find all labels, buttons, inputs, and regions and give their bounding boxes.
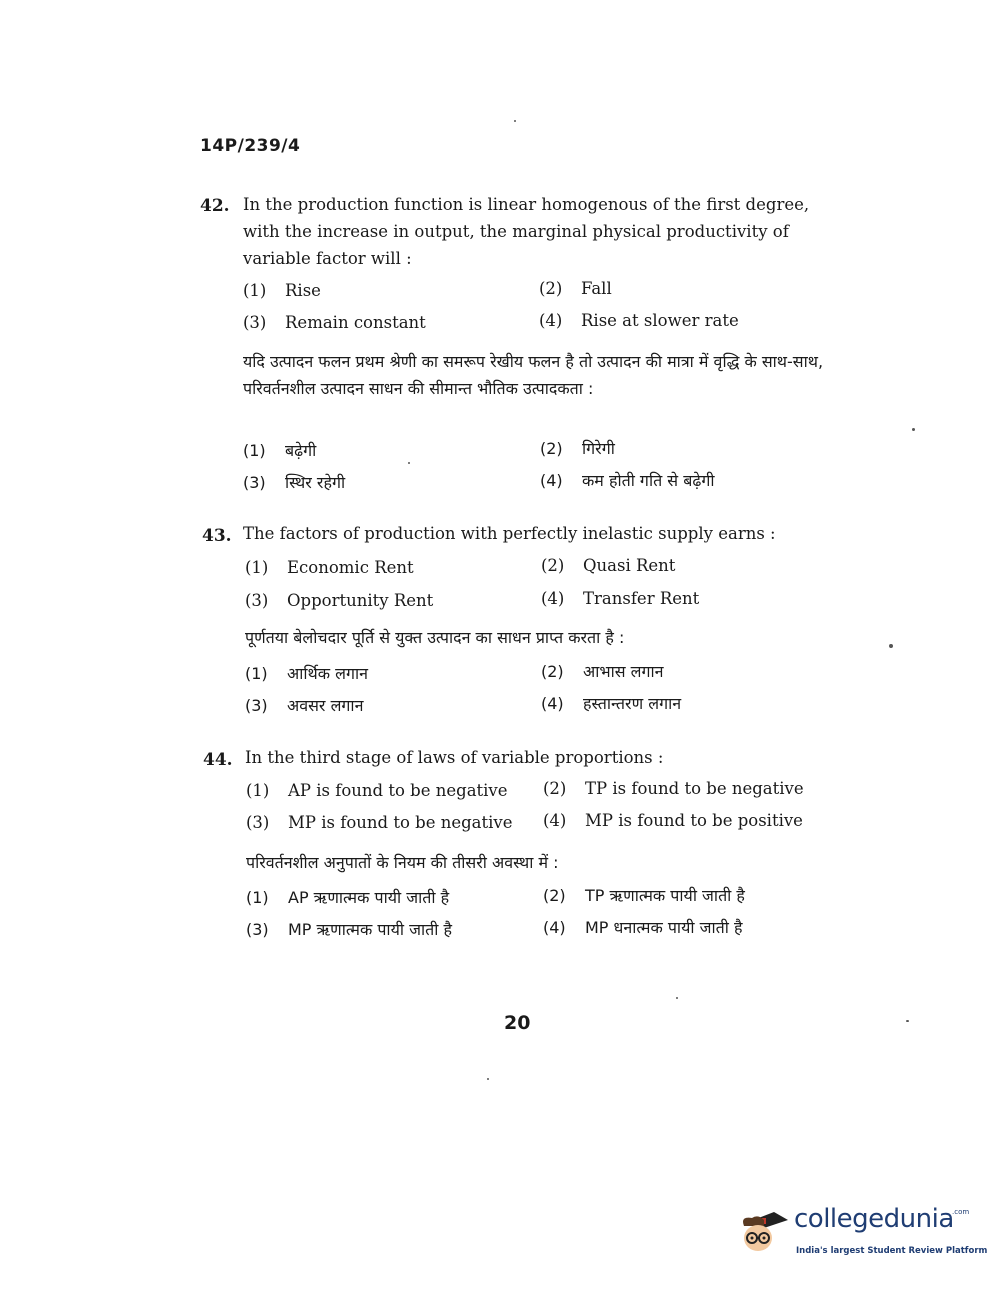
option: [243, 313, 426, 332]
question-text-hi: परिवर्तनशील अनुपातों के नियम की तीसरी अवस्था में :: [246, 853, 559, 872]
option-number: (2): [541, 662, 564, 681]
option-text: Economic Rent: [287, 558, 414, 577]
option: [245, 558, 414, 577]
option-text: Opportunity Rent: [287, 591, 434, 610]
scan-speck: [408, 462, 410, 464]
option-number: (1): [246, 781, 270, 800]
option-number: (4): [541, 589, 565, 608]
question-number: 43.: [202, 526, 232, 546]
option-number: (1): [243, 281, 267, 300]
option-text: TP is found to be negative: [585, 779, 804, 798]
option-text: MP धनात्मक पायी जाती है: [585, 918, 743, 937]
option-text: Remain constant: [285, 313, 426, 332]
scan-speck: [514, 120, 516, 122]
option-text: आभास लगान: [583, 662, 664, 681]
option: [543, 811, 803, 830]
option-number: (2): [543, 886, 566, 905]
option: [541, 690, 681, 717]
option-number: (4): [543, 811, 567, 830]
option-number: (4): [543, 918, 566, 937]
option-text: Rise at slower rate: [581, 311, 739, 330]
option: [541, 658, 664, 685]
question-text-hi: पूर्णतया बेलोचदार पूर्ति से युक्त उत्पादन का साधन प्राप्त करता है :: [245, 628, 625, 647]
option: [246, 781, 508, 800]
question-text-en: In the third stage of laws of variable proportions :: [245, 748, 664, 767]
option-text: Transfer Rent: [583, 589, 700, 608]
option-number: (4): [539, 311, 563, 330]
option: [245, 692, 363, 719]
option-number: (1): [246, 888, 269, 907]
option-text: हस्तान्तरण लगान: [583, 694, 682, 713]
option: [543, 882, 745, 909]
option-number: (2): [543, 779, 567, 798]
question-number: 42.: [200, 196, 230, 216]
option: [539, 279, 612, 298]
option-number: (4): [541, 694, 564, 713]
option-text: आर्थिक लगान: [287, 664, 368, 683]
option-number: (3): [245, 696, 268, 715]
option: [243, 469, 345, 496]
scan-speck: [906, 1020, 909, 1022]
option-text: कम होती गति से बढ़ेगी: [582, 471, 715, 490]
scan-speck: [676, 997, 678, 999]
option: [243, 281, 321, 300]
option: [540, 435, 615, 462]
option: [246, 813, 513, 832]
option-text: गिरेगी: [582, 439, 615, 458]
option: [540, 467, 715, 494]
option-number: (2): [540, 439, 563, 458]
scan-speck: [487, 1078, 489, 1080]
option-text: अवसर लगान: [287, 696, 364, 715]
mascot-icon: [743, 1212, 788, 1251]
option-text: बढ़ेगी: [285, 441, 317, 460]
brand-tagline: India's largest Student Review Platform: [796, 1246, 988, 1256]
question-number: 44.: [203, 750, 233, 770]
option: [245, 660, 368, 687]
option-number: (3): [243, 313, 267, 332]
option-number: (3): [243, 473, 266, 492]
option: [246, 884, 449, 911]
brand-suffix: .com: [952, 1208, 970, 1216]
option-text: Quasi Rent: [583, 556, 676, 575]
page-number: 20: [504, 1012, 531, 1034]
question-text-hi: यदि उत्पादन फलन प्रथम श्रेणी का समरूप रेखीय फलन है तो उत्पादन की मात्रा में वृद्धि के साथ-साथ, परिवर्तनशील उत्पादन साधन की सीमान्त भौतिक उत्पादकता :: [243, 352, 824, 398]
option-number: (2): [539, 279, 563, 298]
option-number: (2): [541, 556, 565, 575]
scan-speck: [912, 428, 915, 431]
option: [541, 556, 675, 575]
option-number: (1): [243, 441, 266, 460]
option-text: स्थिर रहेगी: [285, 473, 346, 492]
option-number: (3): [246, 813, 270, 832]
option-text: Fall: [581, 279, 612, 298]
option: [246, 916, 452, 943]
option: [543, 779, 804, 798]
option-text: MP ऋणात्मक पायी जाती है: [288, 920, 452, 939]
option-text: MP is found to be negative: [288, 813, 513, 832]
option-text: AP ऋणात्मक पायी जाती है: [288, 888, 450, 907]
option-number: (3): [245, 591, 269, 610]
paper-code: 14P/239/4: [200, 136, 301, 156]
option-number: (4): [540, 471, 563, 490]
option-text: TP ऋणात्मक पायी जाती है: [585, 886, 745, 905]
option: [541, 589, 699, 608]
option-text: MP is found to be positive: [585, 811, 803, 830]
option: [539, 311, 739, 330]
option: [243, 437, 316, 464]
option-number: (1): [245, 558, 269, 577]
option-number: (1): [245, 664, 268, 683]
option-number: (3): [246, 920, 269, 939]
brand-name: collegedunia: [794, 1204, 954, 1234]
question-text-en: In the production function is linear homogenous of the first degree, with the increase in output, the marginal physical productivity of variable factor will :: [243, 195, 810, 268]
option: [245, 591, 433, 610]
option: [543, 914, 742, 941]
option-text: AP is found to be negative: [288, 781, 508, 800]
question-text-en: The factors of production with perfectly inelastic supply earns :: [243, 524, 776, 543]
option-text: Rise: [285, 281, 321, 300]
scan-speck: [889, 644, 893, 648]
